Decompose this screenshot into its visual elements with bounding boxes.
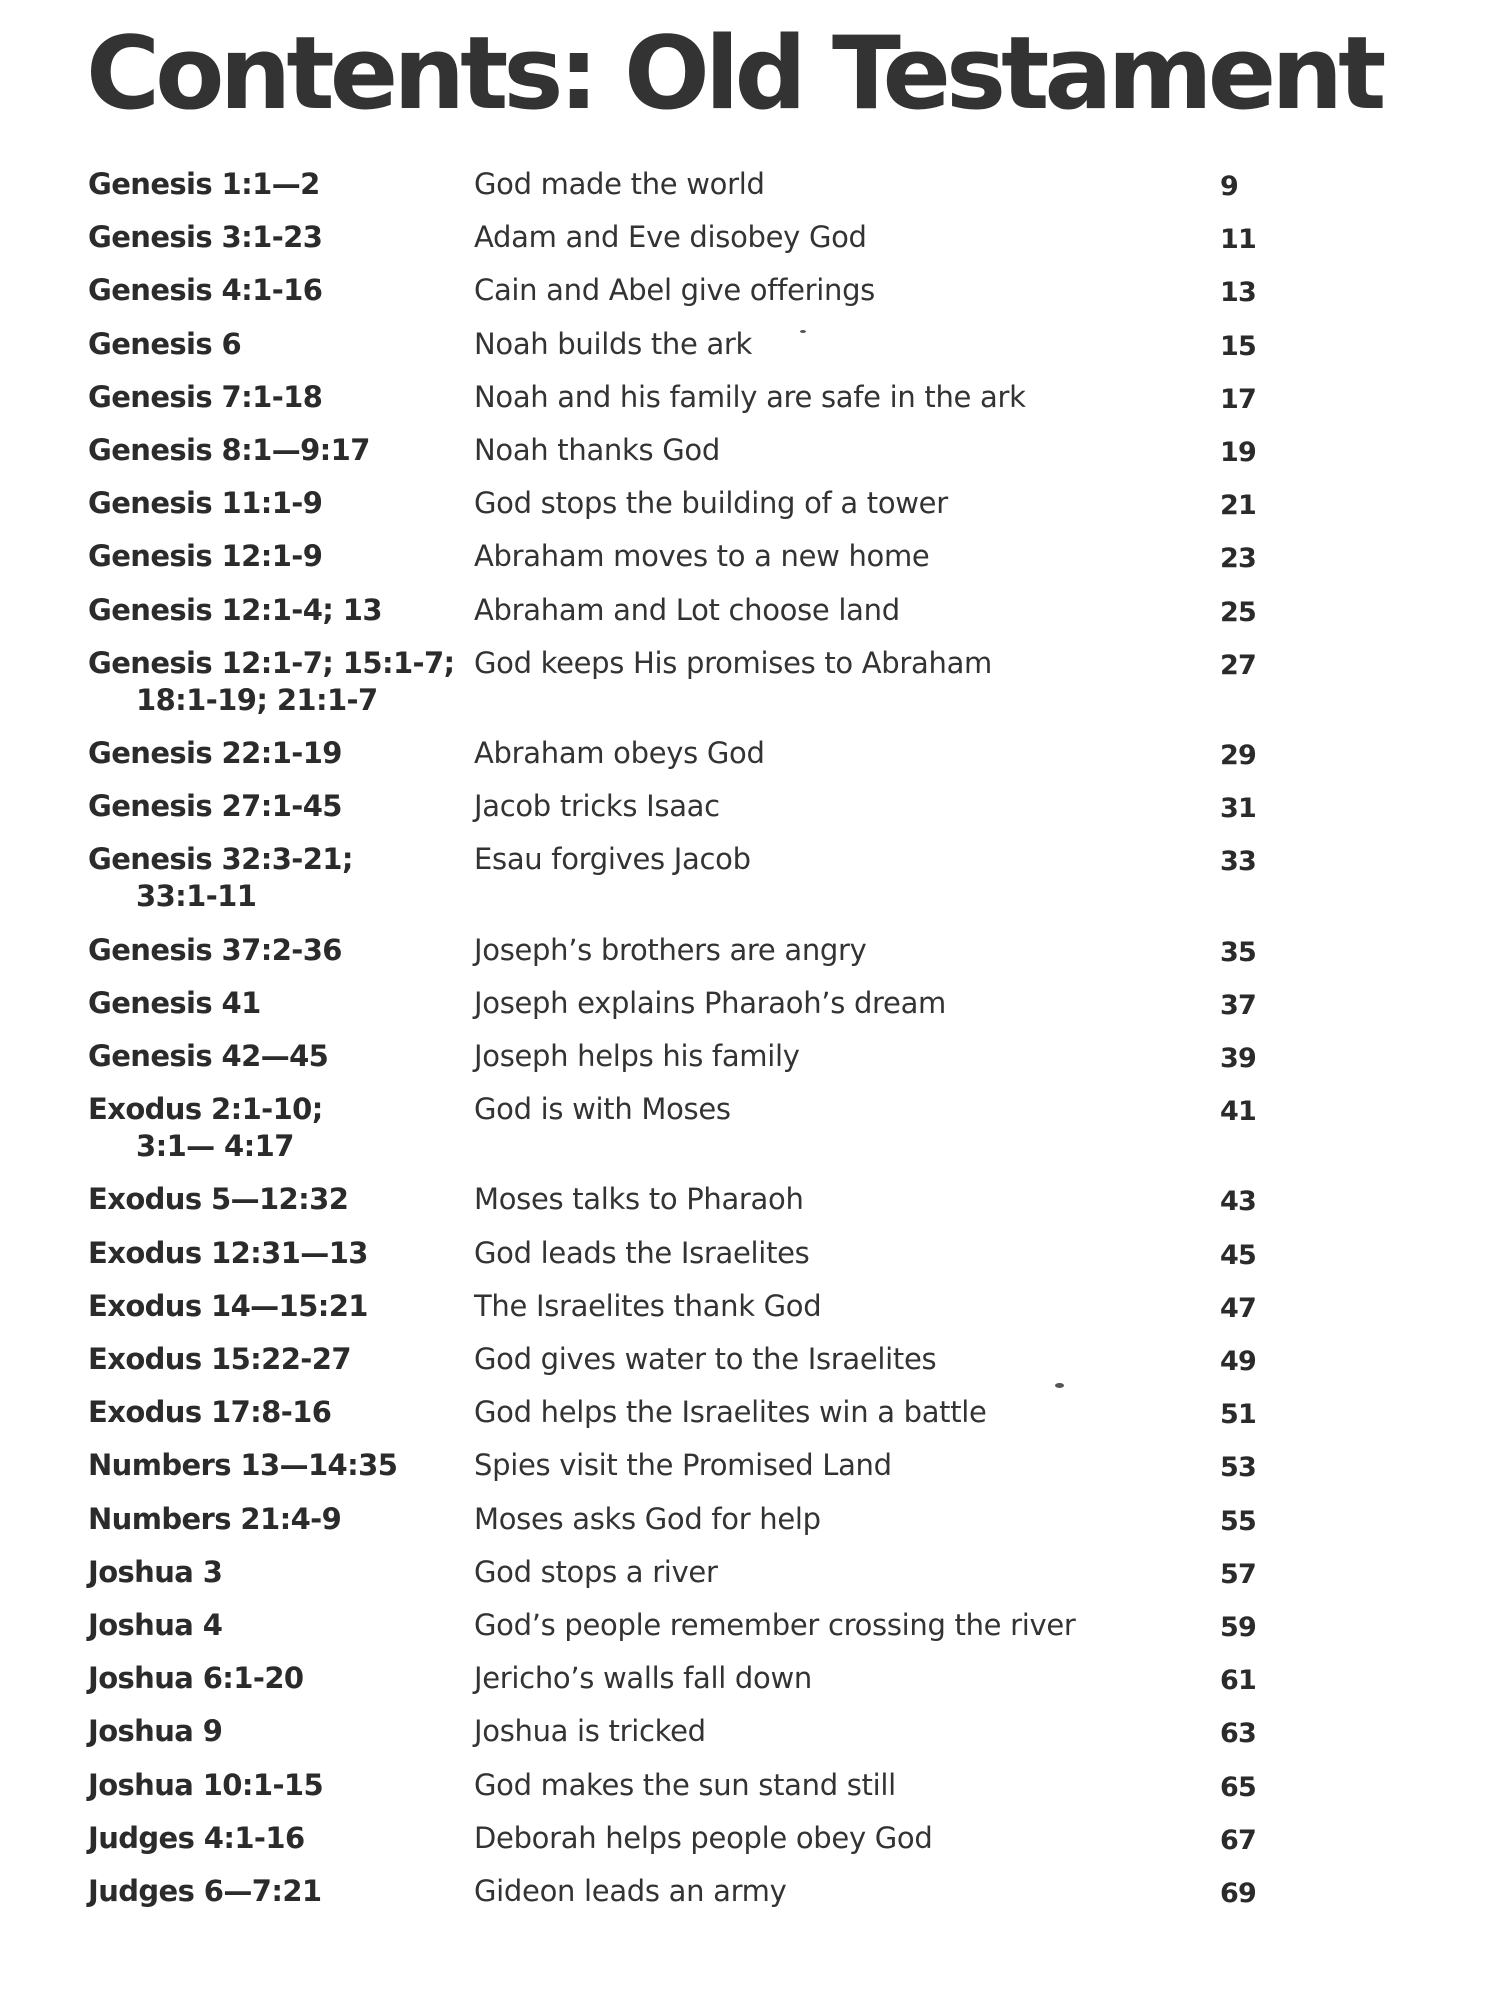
story-title: Gideon leads an army (474, 1874, 787, 1908)
story-title: The Israelites thank God (474, 1288, 822, 1323)
story-title: Spies visit the Promised Land (474, 1448, 892, 1483)
scripture-reference (88, 1091, 468, 1165)
page-number: 35 (1220, 936, 1256, 968)
page-number: 53 (1220, 1452, 1256, 1484)
scripture-reference-line: Joshua 6:1-20 (88, 1661, 304, 1696)
story-title: God makes the sun stand still (474, 1767, 896, 1802)
story-title: Esau forgives Jacob (474, 842, 751, 877)
scripture-reference-line: Genesis 42—45 (88, 1039, 329, 1073)
story-title: Adam and Eve disobey God (474, 220, 867, 255)
story-title: Moses asks God for help (474, 1501, 821, 1536)
story-title: God gives water to the Israelites (474, 1342, 937, 1376)
page-number: 27 (1220, 649, 1256, 681)
scripture-reference-line: Exodus 15:22-27 (88, 1342, 351, 1376)
scripture-reference (88, 1288, 468, 1325)
page-number: 61 (1220, 1665, 1256, 1697)
story-title: Joseph explains Pharaoh’s dream (474, 985, 947, 1020)
scripture-reference-line: Judges 4:1-16 (88, 1820, 305, 1855)
scripture-reference-line: Judges 6—7:21 (88, 1874, 322, 1908)
scripture-reference (88, 485, 468, 522)
scripture-reference-line: Genesis 12:1-7; 15:1-7; (88, 645, 455, 680)
story-title: Abraham moves to a new home (474, 539, 930, 574)
scripture-reference (88, 379, 468, 416)
scripture-reference-line: Exodus 12:31—13 (88, 1235, 368, 1270)
story-title: God is with Moses (474, 1092, 731, 1127)
scripture-reference-line: Genesis 12:1-4; 13 (88, 592, 382, 627)
scripture-reference-line: Genesis 32:3-21; (88, 842, 353, 877)
scripture-reference-continuation: 3:1— 4:17 (136, 1129, 294, 1164)
scripture-reference (88, 1607, 468, 1644)
scripture-reference-line: Exodus 14—15:21 (88, 1288, 368, 1323)
story-title: God made the world (474, 167, 765, 201)
scripture-reference (88, 1341, 468, 1378)
scripture-reference-line: Joshua 10:1-15 (88, 1767, 324, 1802)
page-number: 31 (1220, 793, 1256, 825)
scripture-reference (88, 219, 468, 256)
scripture-reference-line: Genesis 1:1—2 (88, 167, 320, 201)
page-number: 29 (1220, 740, 1256, 771)
story-title: Joshua is tricked (474, 1714, 706, 1749)
scripture-reference (88, 1660, 468, 1697)
scripture-reference-line: Genesis 37:2-36 (88, 932, 342, 967)
story-title: God leads the Israelites (474, 1235, 810, 1270)
scripture-reference-line: Joshua 9 (88, 1714, 223, 1749)
scripture-reference-line: Exodus 5—12:32 (88, 1182, 349, 1217)
scripture-reference (88, 1394, 468, 1431)
story-title: God stops a river (474, 1554, 718, 1589)
page-number: 33 (1220, 846, 1256, 878)
page-number: 19 (1220, 437, 1256, 468)
page-number: 65 (1220, 1771, 1256, 1803)
scripture-reference (88, 1181, 468, 1218)
scripture-reference-line: Genesis 4:1-16 (88, 273, 323, 308)
page-number: 67 (1220, 1824, 1256, 1856)
scripture-reference (88, 538, 468, 575)
story-title: Noah builds the ark (474, 326, 753, 361)
page-number: 13 (1220, 277, 1256, 309)
page-number: 39 (1220, 1043, 1256, 1074)
page-number: 41 (1220, 1096, 1256, 1128)
scripture-reference-line: Genesis 41 (88, 985, 261, 1020)
story-title: God stops the building of a tower (474, 486, 948, 521)
page-number: 59 (1220, 1612, 1256, 1643)
page-number: 49 (1220, 1346, 1256, 1377)
scripture-reference (88, 1554, 468, 1591)
scripture-reference-line: Joshua 3 (88, 1554, 223, 1589)
story-title: Noah and his family are safe in the ark (474, 379, 1026, 414)
scripture-reference (88, 1038, 468, 1075)
scripture-reference (88, 1447, 468, 1484)
story-title: Jericho’s walls fall down (474, 1661, 812, 1696)
scripture-reference (88, 1501, 468, 1538)
page-number: 51 (1220, 1399, 1256, 1431)
scripture-reference (88, 1873, 468, 1910)
scripture-reference-line: Exodus 2:1-10; (88, 1092, 323, 1127)
scripture-reference-line: Exodus 17:8-16 (88, 1395, 332, 1430)
scripture-reference-line: Genesis 7:1-18 (88, 379, 323, 414)
story-title: God’s people remember crossing the river (474, 1608, 1076, 1642)
scripture-reference (88, 592, 468, 629)
scripture-reference (88, 1767, 468, 1804)
scripture-reference-line: Genesis 11:1-9 (88, 486, 323, 521)
page-number: 55 (1220, 1505, 1256, 1537)
scripture-reference-line: Numbers 13—14:35 (88, 1448, 398, 1483)
scripture-reference (88, 932, 468, 969)
story-title: God helps the Israelites win a battle (474, 1395, 987, 1430)
page-number: 15 (1220, 330, 1256, 362)
page-number: 23 (1220, 543, 1256, 575)
story-title: God keeps His promises to Abraham (474, 645, 993, 680)
scripture-reference-line: Genesis 27:1-45 (88, 789, 342, 824)
scripture-reference (88, 645, 468, 719)
page-number: 37 (1220, 989, 1256, 1021)
story-title: Joseph helps his family (474, 1039, 800, 1073)
page-number: 47 (1220, 1292, 1256, 1324)
scripture-reference (88, 272, 468, 309)
scripture-reference-line: Joshua 4 (88, 1608, 223, 1642)
story-title: Cain and Abel give offerings (474, 273, 875, 308)
story-title: Jacob tricks Isaac (474, 789, 720, 824)
page-number: 69 (1220, 1878, 1256, 1909)
page-number: 43 (1220, 1186, 1256, 1218)
scripture-reference-line: Numbers 21:4-9 (88, 1501, 342, 1536)
scripture-reference (88, 841, 468, 915)
scripture-reference (88, 166, 468, 203)
scripture-reference (88, 1235, 468, 1272)
story-title: Joseph’s brothers are angry (474, 932, 867, 967)
page-number: 45 (1220, 1239, 1256, 1271)
page-number: 17 (1220, 383, 1256, 415)
page-title: Contents: Old Testament (86, 14, 1382, 132)
scan-speck (1055, 1383, 1064, 1388)
story-title: Abraham obeys God (474, 736, 765, 770)
page-number: 25 (1220, 596, 1256, 628)
scripture-reference (88, 1820, 468, 1857)
page-number: 21 (1220, 490, 1256, 522)
scripture-reference (88, 1713, 468, 1750)
scripture-reference (88, 432, 468, 469)
page-number: 63 (1220, 1718, 1256, 1750)
scripture-reference-continuation: 18:1-19; 21:1-7 (136, 682, 378, 717)
scripture-reference-continuation: 33:1-11 (136, 879, 257, 914)
scripture-reference (88, 788, 468, 825)
scripture-reference-line: Genesis 3:1-23 (88, 220, 323, 255)
scripture-reference-line: Genesis 22:1-19 (88, 736, 342, 770)
scripture-reference-line: Genesis 12:1-9 (88, 539, 323, 574)
scripture-reference (88, 326, 468, 363)
scripture-reference (88, 985, 468, 1022)
scan-speck (800, 330, 806, 333)
page-number: 57 (1220, 1558, 1256, 1590)
scripture-reference (88, 735, 468, 772)
story-title: Noah thanks God (474, 433, 720, 467)
scripture-reference-line: Genesis 6 (88, 326, 242, 361)
story-title: Abraham and Lot choose land (474, 592, 900, 627)
page-number: 11 (1220, 224, 1256, 256)
page-number: 9 (1220, 171, 1238, 202)
story-title: Moses talks to Pharaoh (474, 1182, 804, 1217)
scripture-reference-line: Genesis 8:1—9:17 (88, 433, 370, 467)
story-title: Deborah helps people obey God (474, 1820, 933, 1855)
